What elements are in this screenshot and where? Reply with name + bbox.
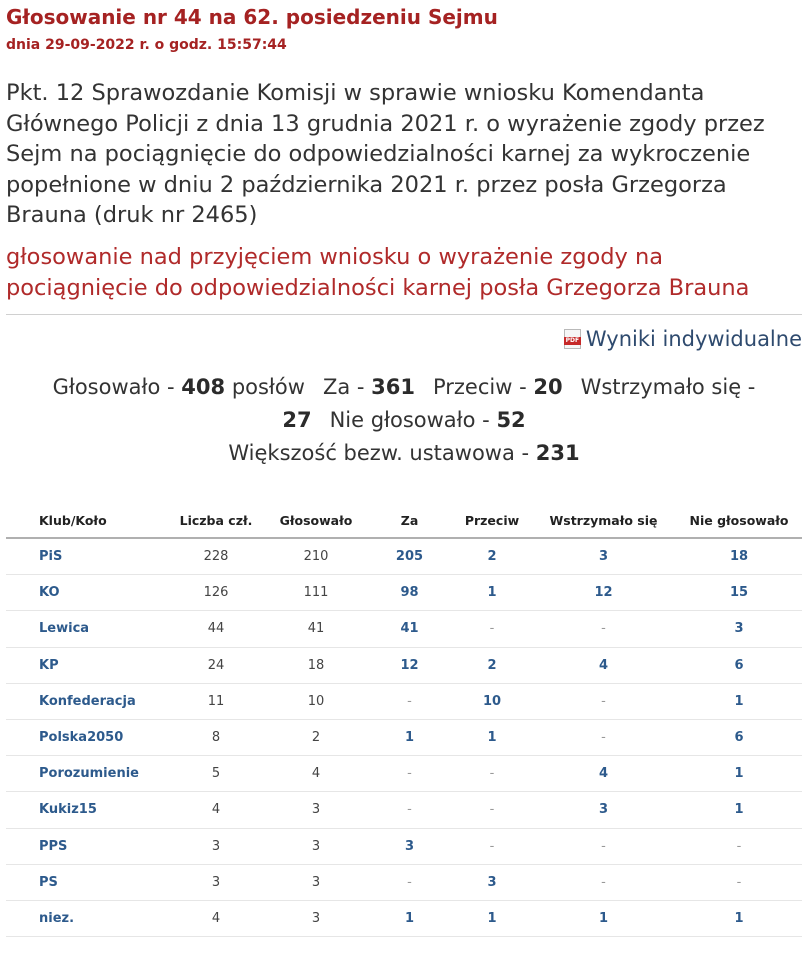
voted-count: 111 (266, 575, 366, 611)
abstained-count[interactable]: 4 (531, 756, 676, 792)
club-name[interactable]: PPS (6, 828, 166, 864)
club-name[interactable]: Porozumienie (6, 756, 166, 792)
voted-count: 3 (266, 792, 366, 828)
members-count: 126 (166, 575, 266, 611)
against-count[interactable]: 1 (453, 575, 531, 611)
club-name[interactable]: Konfederacja (6, 683, 166, 719)
vote-summary-line-2 (0, 408, 808, 432)
for-count[interactable]: 1 (366, 719, 453, 755)
against-count: - (453, 756, 531, 792)
voted-count: 3 (266, 900, 366, 936)
abstained-count[interactable]: 3 (531, 538, 676, 575)
members-count: 3 (166, 864, 266, 900)
members-count: 24 (166, 647, 266, 683)
club-name[interactable]: KP (6, 647, 166, 683)
vote-summary-line-1 (0, 375, 808, 399)
for-count[interactable]: 12 (366, 647, 453, 683)
for-count: - (366, 683, 453, 719)
voted-count: 10 (266, 683, 366, 719)
members-count: 3 (166, 828, 266, 864)
not-voted-label: Nie głosowało - (329, 408, 490, 432)
majority-label: Większość bezw. ustawowa - (228, 441, 530, 465)
not-voted-count[interactable]: 1 (676, 900, 802, 936)
abstained-label: Wstrzymało się - (580, 375, 756, 399)
voted-count: 408 (181, 375, 226, 399)
abstained-count[interactable]: 3 (531, 792, 676, 828)
for-count: 361 (371, 375, 415, 399)
against-label: Przeciw - (432, 375, 527, 399)
club-name[interactable]: Kukiz15 (6, 792, 166, 828)
agenda-item-description: Pkt. 12 Sprawozdanie Komisji w sprawie wniosku Komendanta Głównego Policji z dnia 13 grudnia 2021 r. o wyrażenie zgody przez Sejm na pociągnięcie do odpowiedzialności karnej za wykroczenie popełnione w dniu 2 października 2021 r. przez posła Grzegorza Brauna (druk nr 2465) (6, 80, 765, 228)
vote-summary-line-3 (0, 441, 808, 465)
individual-results-link[interactable] (564, 327, 802, 351)
table-row (6, 828, 802, 864)
for-count[interactable]: 3 (366, 828, 453, 864)
club-name[interactable]: PiS (6, 538, 166, 575)
pdf-icon-label: PDF (565, 337, 580, 344)
members-count: 5 (166, 756, 266, 792)
page-title: Głosowanie nr 44 na 62. posiedzeniu Sejmu (6, 5, 498, 29)
voted-count: 18 (266, 647, 366, 683)
divider (6, 314, 802, 315)
against-count[interactable]: 1 (453, 900, 531, 936)
majority-count: 231 (535, 441, 580, 465)
abstained-count: - (531, 864, 676, 900)
abstained-count: - (531, 719, 676, 755)
club-results-table (6, 503, 802, 937)
against-count: - (453, 828, 531, 864)
against-count[interactable]: 10 (453, 683, 531, 719)
for-label: Za - (322, 375, 365, 399)
club-name[interactable]: niez. (6, 900, 166, 936)
table-row (6, 611, 802, 647)
members-count: 4 (166, 792, 266, 828)
column-header-abstained: Wstrzymało się (531, 503, 676, 538)
table-row (6, 900, 802, 936)
not-voted-count[interactable]: 3 (676, 611, 802, 647)
for-count: - (366, 792, 453, 828)
not-voted-count[interactable]: 6 (676, 719, 802, 755)
column-header-against: Przeciw (453, 503, 531, 538)
against-count: - (453, 792, 531, 828)
not-voted-count: - (676, 828, 802, 864)
table-row (6, 756, 802, 792)
abstained-count: - (531, 611, 676, 647)
club-name[interactable]: PS (6, 864, 166, 900)
individual-results-label: Wyniki indywidualne (585, 327, 802, 351)
table-row (6, 538, 802, 575)
members-count: 11 (166, 683, 266, 719)
for-count: - (366, 756, 453, 792)
table-row (6, 575, 802, 611)
voted-count: 3 (266, 864, 366, 900)
voted-count: 2 (266, 719, 366, 755)
against-count[interactable]: 2 (453, 647, 531, 683)
table-row (6, 864, 802, 900)
pdf-icon (564, 329, 581, 349)
against-count[interactable]: 3 (453, 864, 531, 900)
not-voted-count[interactable]: 15 (676, 575, 802, 611)
vote-date: dnia 29-09-2022 r. o godz. 15:57:44 (6, 37, 287, 53)
for-count[interactable]: 98 (366, 575, 453, 611)
for-count[interactable]: 205 (366, 538, 453, 575)
for-count[interactable]: 1 (366, 900, 453, 936)
voted-label: Głosowało - (52, 375, 175, 399)
members-count: 44 (166, 611, 266, 647)
club-name[interactable]: KO (6, 575, 166, 611)
column-header-voted: Głosowało (266, 503, 366, 538)
not-voted-count: 52 (496, 408, 526, 432)
not-voted-count[interactable]: 18 (676, 538, 802, 575)
club-name[interactable]: Polska2050 (6, 719, 166, 755)
abstained-count[interactable]: 12 (531, 575, 676, 611)
against-count: - (453, 611, 531, 647)
column-header-members: Liczba czł. (166, 503, 266, 538)
not-voted-count: - (676, 864, 802, 900)
vote-subject: głosowanie nad przyjęciem wniosku o wyrażenie zgody na pociągnięcie do odpowiedzialności karnej posła Grzegorza Brauna (6, 244, 750, 301)
against-count[interactable]: 1 (453, 719, 531, 755)
not-voted-count[interactable]: 1 (676, 756, 802, 792)
table-header-row (6, 503, 802, 538)
table-row (6, 792, 802, 828)
for-count[interactable]: 41 (366, 611, 453, 647)
not-voted-count[interactable]: 1 (676, 792, 802, 828)
abstained-count[interactable]: 1 (531, 900, 676, 936)
voted-count: 3 (266, 828, 366, 864)
voted-count: 4 (266, 756, 366, 792)
members-count: 228 (166, 538, 266, 575)
abstained-count: - (531, 683, 676, 719)
members-count: 4 (166, 900, 266, 936)
for-count: - (366, 864, 453, 900)
table-row (6, 683, 802, 719)
mps-label: posłów (231, 375, 305, 399)
abstained-count: - (531, 828, 676, 864)
column-header-for: Za (366, 503, 453, 538)
not-voted-count[interactable]: 6 (676, 647, 802, 683)
table-row (6, 719, 802, 755)
against-count[interactable]: 2 (453, 538, 531, 575)
table-row (6, 647, 802, 683)
column-header-club: Klub/Koło (6, 503, 166, 538)
abstained-count[interactable]: 4 (531, 647, 676, 683)
not-voted-count[interactable]: 1 (676, 683, 802, 719)
against-count: 20 (533, 375, 563, 399)
club-name[interactable]: Lewica (6, 611, 166, 647)
abstained-count: 27 (282, 408, 312, 432)
voted-count: 41 (266, 611, 366, 647)
voted-count: 210 (266, 538, 366, 575)
column-header-not-voted: Nie głosowało (676, 503, 802, 538)
members-count: 8 (166, 719, 266, 755)
